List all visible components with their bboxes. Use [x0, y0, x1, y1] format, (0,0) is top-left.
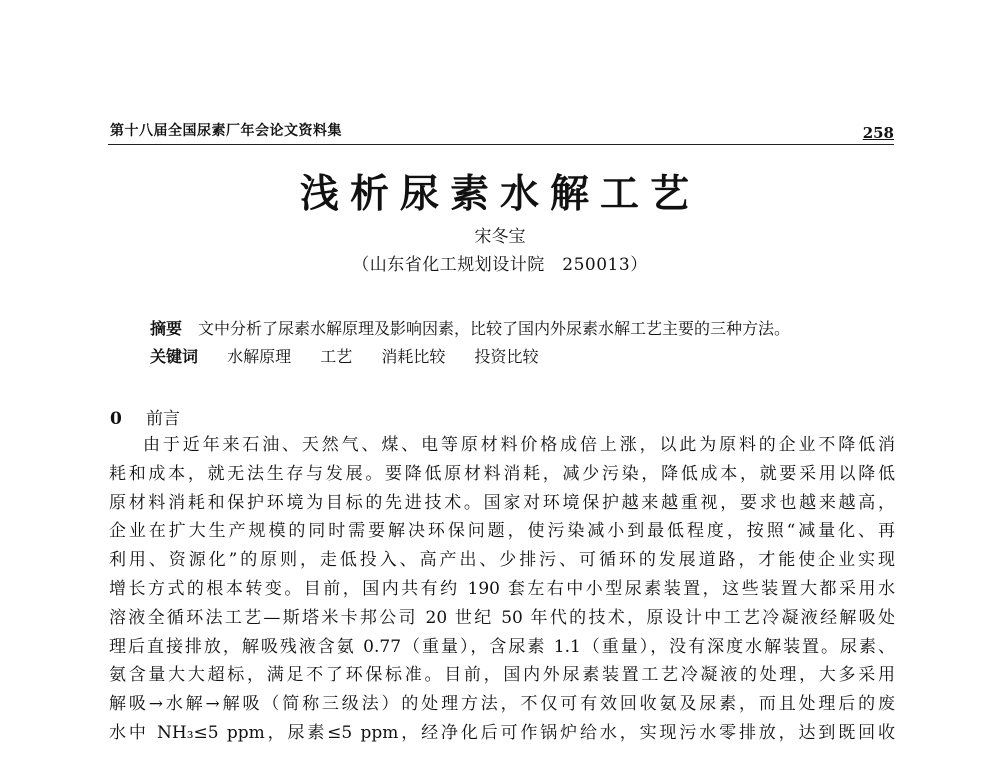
body-line: 耗和成本，就无法生存与发展。要降低原材料消耗，减少污染，降低成本，就要采用以降低	[109, 463, 895, 484]
body-line: 水中 NH₃≤5 ppm，尿素≤5 ppm，经净化后可作锅炉给水，实现污水零排放，达到既回收	[109, 722, 895, 743]
body-line: 理后直接排放，解吸残液含氨 0.77（重量），含尿素 1.1（重量），没有深度水解装置。尿素、	[109, 636, 895, 657]
author-affiliation: （山东省化工规划设计院 250013）	[352, 255, 648, 275]
body-line: 企业在扩大生产规模的同时需要解决环保问题，使污染减小到最低程度，按照“减量化、再	[109, 521, 895, 542]
abstract-label: 摘要	[150, 319, 183, 338]
abstract	[150, 316, 910, 339]
paper-title: 浅析尿素水解工艺	[299, 171, 700, 217]
section-title: 前言	[146, 409, 180, 429]
body-line: 增长方式的根本转变。目前，国内共有约 190 套左右中小型尿素装置，这些装置大都采用水	[109, 578, 895, 599]
page-number: 258	[862, 124, 894, 142]
body-paragraph	[109, 431, 895, 748]
keywords-label: 关键词	[150, 347, 199, 366]
running-header-title: 第十八届全国尿素厂年会论文资料集	[110, 123, 342, 139]
body-line: 解吸→水解→解吸（简称三级法）的处理方法，不仅可有效回收氨及尿素，而且处理后的废	[109, 694, 895, 715]
body-line: 由于近年来石油、天然气、煤、电等原材料价格成倍上涨，以此为原料的企业不降低消	[143, 435, 895, 455]
running-header	[108, 118, 894, 145]
keyword-item: 水解原理	[227, 347, 292, 366]
section-number: 0	[110, 409, 122, 429]
author-name: 宋冬宝	[474, 227, 526, 247]
body-line: 利用、资源化”的原则，走低投入、高产出、少排污、可循环的发展道路，才能使企业实现	[109, 550, 895, 571]
section-heading	[110, 404, 180, 429]
abstract-text: 文中分析了尿素水解原理及影响因素，比较了国内外尿素水解工艺主要的三种方法。	[198, 319, 791, 338]
body-line: 原材料消耗和保护环境为目标的先进技术。国家对环境保护越来越重视，要求也越来越高，	[109, 492, 895, 513]
body-line: 溶液全循环法工艺—斯塔米卡邦公司 20 世纪 50 年代的技术，原设计中工艺冷凝液经解吸处	[109, 607, 895, 628]
body-line: 氨含量大大超标，满足不了环保标准。目前，国内外尿素装置工艺冷凝液的处理，大多采用	[109, 665, 895, 686]
keyword-item: 投资比较	[474, 347, 539, 366]
keyword-item: 工艺	[320, 347, 353, 366]
keyword-item: 消耗比较	[381, 347, 446, 366]
keywords	[150, 344, 910, 367]
